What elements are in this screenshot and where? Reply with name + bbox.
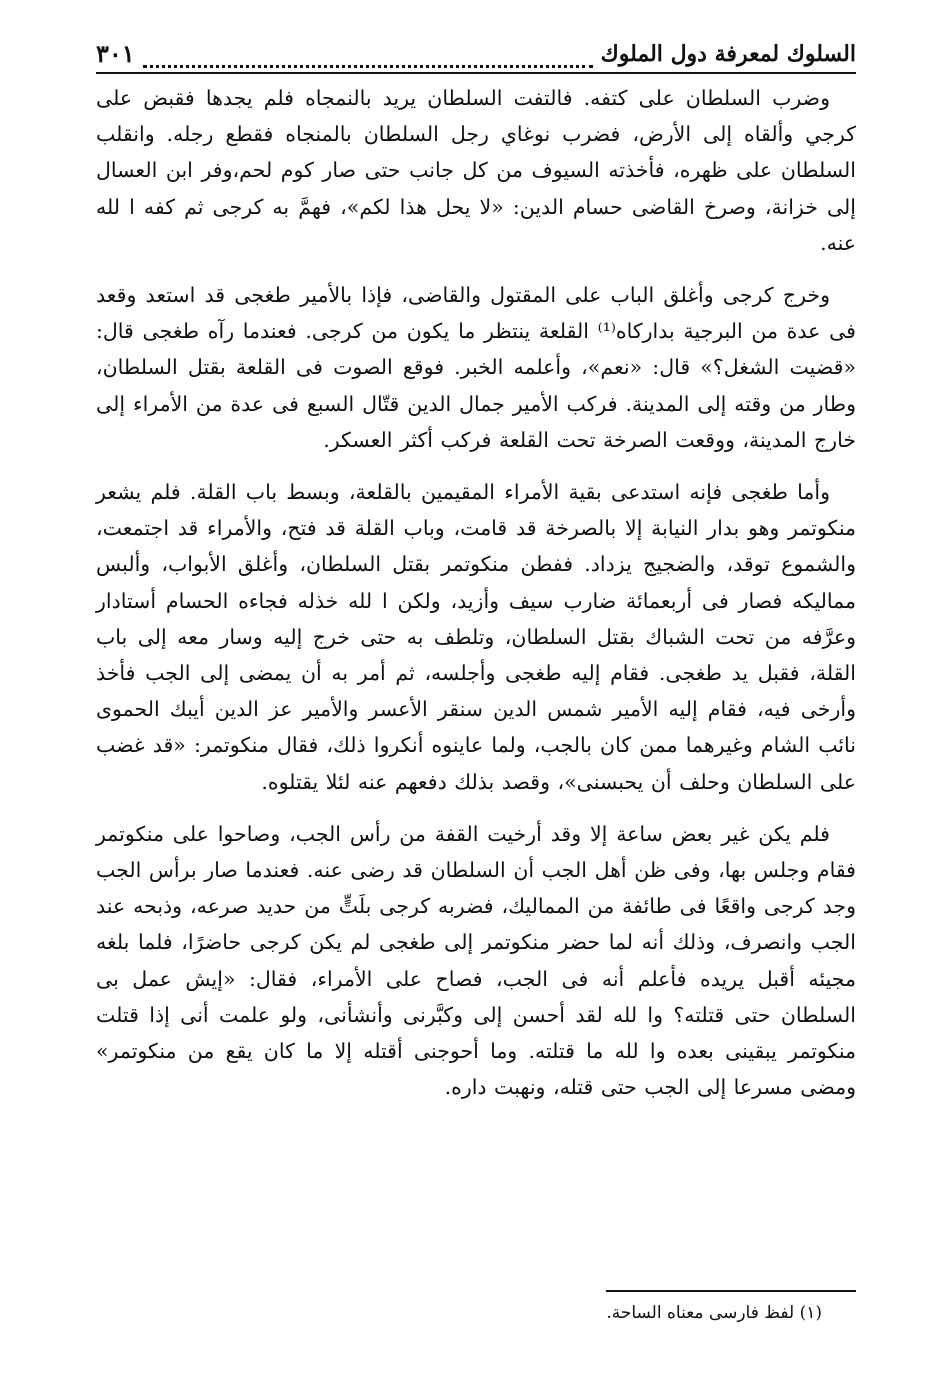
paragraph-2: وخرج كرجى وأغلق الباب على المقتول والقاضى، فإذا بالأمير طغجى قد استعد وقعد فى عدة من البرجية بداركاه⁽¹⁾ القلعة ينتظر ما يكون من كرجى. فعندما رآه طغجى قال: «قضيت الشغل؟» قال: «نعم»، وأعلمه الخبر. فوقع الصوت فى القلعة بقتل السلطان، وطار من وقته إلى المدينة. فركب الأمير جمال الدين قتّال السبع فى عدة من الأمراء إلى خارج المدينة، ووقعت الصرخة تحت القلعة فركب أكثر العسكر. — [96, 283, 856, 452]
paragraph-4: فلم يكن غير بعض ساعة إلا وقد أرخيت القفة من رأس الجب، وصاحوا على منكوتمر فقام وجلس بها، وفى ظن أهل الجب أن السلطان قد رضى عنه. فعندما صار برأس الجب وجد كرجى واقعًا فى طائفة من المماليك، فضربه كرجى بلَتٍّ من حديد صرعه، وذبحه عند الجب وانصرف، وذلك أنه لما حضر منكوتمر إلى طغجى لم يكن كرجى حاضرًا، فلما بلغه مجيئه أقبل يريده فأعلم أنه فى الجب، فصاح على الأمراء، فقال: «إيش عمل بى السلطان حتى قتلته؟ وا لله لقد أحسن إلى وكبَّرنى وأنشأنى، ولو علمت أنى إذا قتلت منكوتمر يبقينى بعده وا لله ما قتلته. وما أحوجنى أقتله إلا ما كان يقع من منكوتمر» ومضى مسرعا إلى الجب حتى قتله، ونهبت داره. — [96, 821, 856, 1100]
book-title: السلوك لمعرفة دول الملوك — [600, 41, 856, 67]
footnote-marker: (١) — [799, 1303, 822, 1323]
footnote-separator — [606, 1290, 856, 1292]
footnote — [606, 1300, 822, 1326]
leader-dots — [143, 49, 593, 68]
running-header — [96, 28, 856, 74]
page-number: ٣٠١ — [96, 39, 135, 68]
paragraph-3: وأما طغجى فإنه استدعى بقية الأمراء المقيمين بالقلعة، وبسط باب القلة. فلم يشعر منكوتمر وهو بدار النيابة إلا بالصرخة قد قامت، وباب القلة قد فتح، والأمراء قد اجتمعت، والشموع توقد، والضجيج يزداد. ففطن منكوتمر بقتل السلطان، وأغلق الأبواب، وألبس مماليكه فصار فى أربعمائة ضارب سيف وأزيد، ولكن ا لله خذله فجاءه الحسام أستادار وعرَّفه من تحت الشباك بقتل السلطان، وتلطف به حتى خرج إليه وسار معه إلى باب القلة، فقبل يد طغجى. فقام إليه طغجى وأجلسه، ثم أمر به أن يمضى إلى الجب فأخذ وأرخى فيه، فقام إليه الأمير شمس الدين سنقر الأعسر والأمير عز الدين أيبك الحموى نائب الشام وغيرهما ممن كان بالجب، ولما عاينوه أنكروا ذلك، فقال منكوتمر: «قد غضب على السلطان وحلف أن يحبسنى»، وقصد بذلك دفعهم عنه لئلا يقتلوه. — [96, 480, 856, 794]
document-page — [96, 28, 856, 1323]
paragraph-1: وضرب السلطان على كتفه. فالتفت السلطان يريد بالنمجاه فلم يجدها فقبض على كرجي وألقاه إلى الأرض، فضرب نوغاي رجل السلطان بالمنجاه فقطع رجله. وانقلب السلطان على ظهره، فأخذته السيوف من كل جانب حتى صار كوم لحم،وفر ابن العسال إلى خزانة، وصرخ القاضى حسام الدين: «لا يحل هذا لكم»، فهمَّ به كرجى ثم كفه ا لله عنه. — [96, 86, 856, 255]
footnote-text: لفظ فارسى معناه الساحة. — [606, 1303, 795, 1323]
